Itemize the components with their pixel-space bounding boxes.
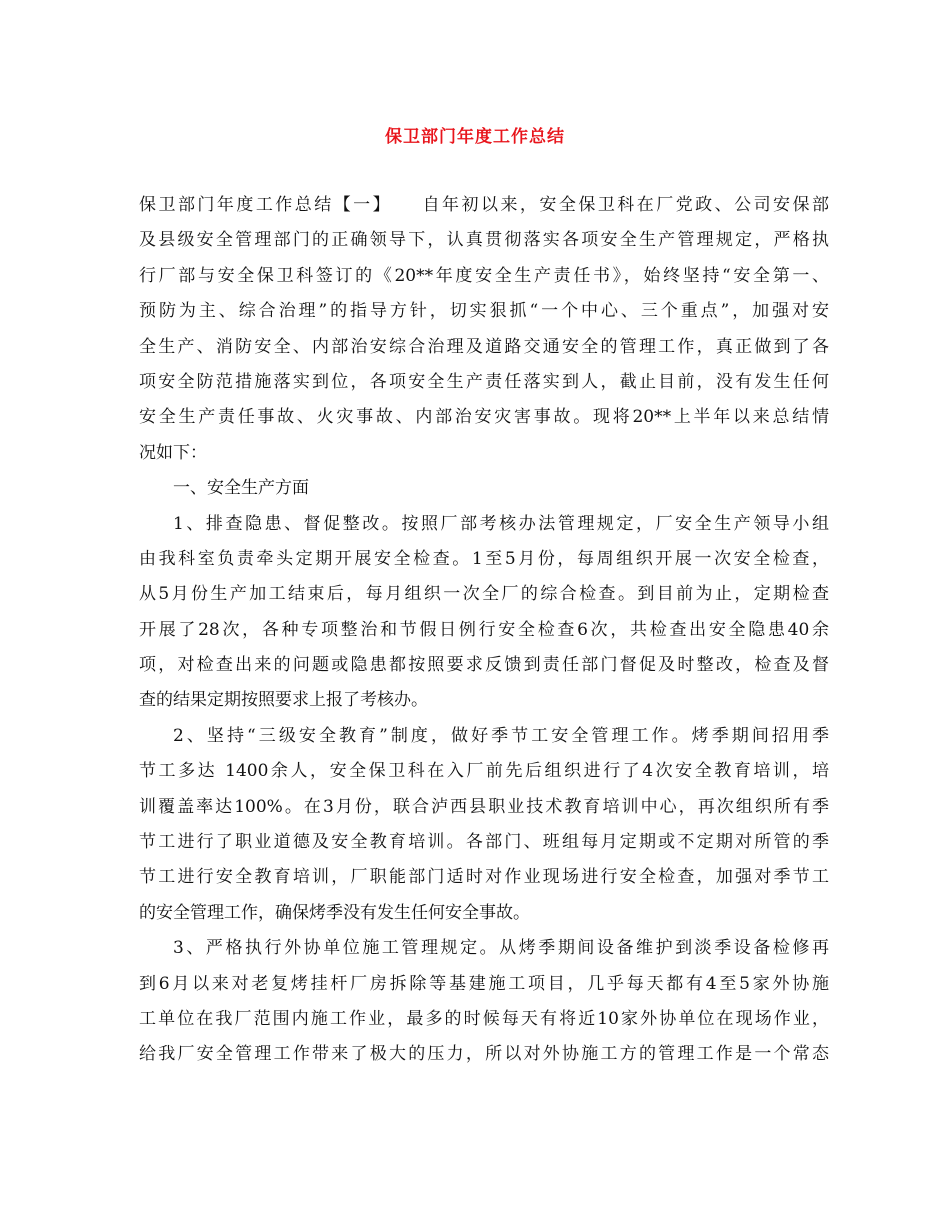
- body-line: 开展了28次，各种专项整治和节假日例行安全检查6次，共检查出安全隐患40余: [139, 619, 829, 640]
- body-line: 行厂部与安全保卫科签订的《20**年度安全生产责任书》，始终坚持“安全第一、: [139, 265, 829, 286]
- section-heading: 一、安全生产方面: [173, 478, 309, 499]
- body-line: 况如下：: [139, 442, 207, 463]
- body-line: 由我科室负责牵头定期开展安全检查。1至5月份，每周组织开展一次安全检查，: [139, 548, 829, 569]
- body-line: 安全生产责任事故、火灾事故、内部治安灾害事故。现将20**上半年以来总结情: [139, 407, 829, 428]
- body-line: 工单位在我厂范围内施工作业，最多的时候每天有将近10家外协单位在现场作业，: [139, 1008, 829, 1029]
- body-line: 3、严格执行外协单位施工管理规定。从烤季期间设备维护到淡季设备检修再: [173, 938, 829, 959]
- body-line: 1、排查隐患、督促整改。按照厂部考核办法管理规定，厂安全生产领导小组: [173, 513, 829, 534]
- body-line: 项，对检查出来的问题或隐患都按照要求反馈到责任部门督促及时整改，检查及督: [139, 655, 829, 676]
- body-line: 全生产、消防安全、内部治安综合治理及道路交通安全的管理工作，真正做到了各: [139, 336, 829, 357]
- body-line: 节工进行了职业道德及安全教育培训。各部门、班组每月定期或不定期对所管的季: [139, 832, 829, 853]
- body-line: 的安全管理工作，确保烤季没有发生任何安全事故。: [139, 902, 530, 923]
- body-line: 及县级安全管理部门的正确领导下，认真贯彻落实各项安全生产管理规定，严格执: [139, 230, 829, 251]
- body-line: 节工进行安全教育培训，厂职能部门适时对作业现场进行安全检查，加强对季节工: [139, 867, 829, 888]
- body-line: 查的结果定期按照要求上报了考核办。: [139, 690, 428, 711]
- body-line: 预防为主、综合治理”的指导方针，切实狠抓“一个中心、三个重点”，加强对安: [139, 301, 829, 322]
- body-line: 到6月以来对老复烤挂杆厂房拆除等基建施工项目，几乎每天都有4至5家外协施: [139, 973, 829, 994]
- body-line: 项安全防范措施落实到位，各项安全生产责任落实到人，截止目前，没有发生任何: [139, 371, 829, 392]
- document-title: 保卫部门年度工作总结: [385, 127, 565, 147]
- document-body: [139, 188, 829, 1073]
- body-line: 2、坚持“三级安全教育”制度，做好季节工安全管理工作。烤季期间招用季: [173, 725, 829, 746]
- body-line: 给我厂安全管理工作带来了极大的压力，所以对外协施工方的管理工作是一个常态: [139, 1044, 829, 1065]
- body-line: 训覆盖率达100%。在3月份，联合泸西县职业技术教育培训中心，再次组织所有季: [139, 796, 829, 817]
- body-line: 保卫部门年度工作总结【一】 自年初以来，安全保卫科在厂党政、公司安保部: [139, 195, 829, 215]
- body-line: 节工多达 1400余人，安全保卫科在入厂前先后组织进行了4次安全教育培训，培: [139, 761, 829, 782]
- body-line: 从5月份生产加工结束后，每月组织一次全厂的综合检查。到目前为止，定期检查: [139, 584, 829, 605]
